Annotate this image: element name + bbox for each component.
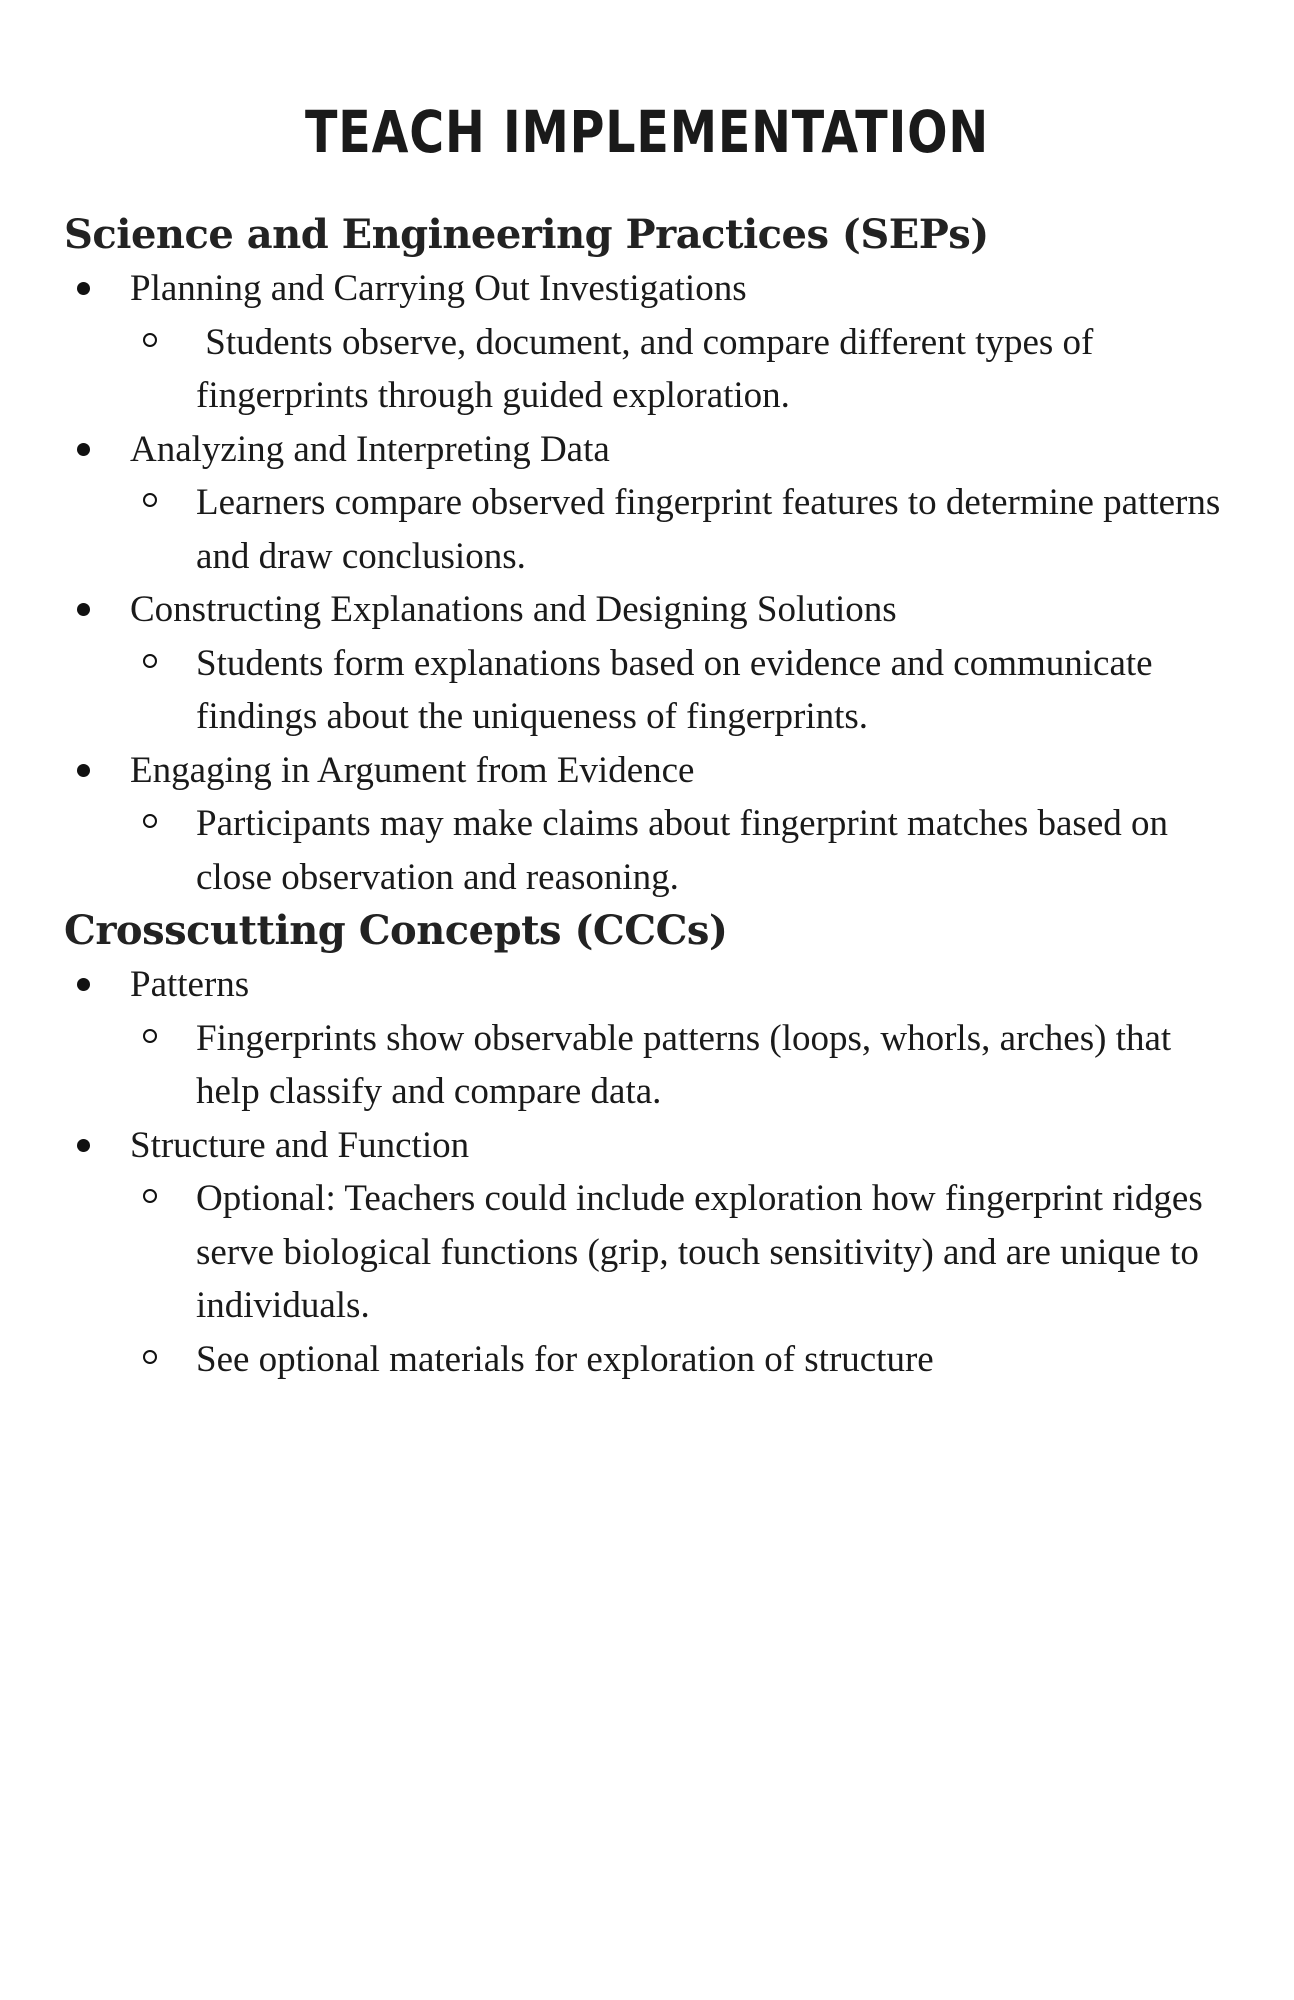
sub-list-item-text: Students observe, document, and compare different types of fingerprints through guided exploration. bbox=[196, 321, 1103, 416]
sub-list-item bbox=[130, 637, 1244, 744]
list-item-label: Constructing Explanations and Designing Solutions bbox=[130, 589, 897, 630]
list-item-label: Structure and Function bbox=[130, 1124, 470, 1166]
hollow-bullet-icon bbox=[143, 1189, 157, 1203]
list-item bbox=[64, 1119, 1244, 1387]
sub-list bbox=[130, 637, 1244, 744]
sub-list bbox=[130, 1172, 1244, 1386]
sub-list-item bbox=[130, 1172, 1244, 1333]
sub-list-item-text: Fingerprints show observable patterns (loops, whorls, arches) that help classify and compare data. bbox=[196, 1017, 1172, 1112]
list-item bbox=[64, 958, 1244, 1119]
list-item-label: Analyzing and Interpreting Data bbox=[130, 428, 610, 470]
sub-list-item bbox=[130, 1012, 1244, 1119]
bullet-icon bbox=[77, 978, 90, 991]
sub-list-item-text: Participants may make claims about fingerprint matches based on close observation and reasoning. bbox=[196, 803, 1168, 898]
seps-list bbox=[64, 262, 1244, 904]
list-item bbox=[64, 583, 1244, 744]
bullet-icon bbox=[77, 1139, 90, 1152]
list-item-label: Planning and Carrying Out Investigations bbox=[130, 268, 747, 309]
bullet-icon bbox=[77, 603, 90, 616]
sub-list-item bbox=[130, 1333, 1244, 1387]
list-item bbox=[64, 744, 1244, 905]
content-body bbox=[64, 208, 1244, 1386]
sub-list-item-text: See optional materials for exploration of structure bbox=[196, 1338, 934, 1380]
hollow-bullet-icon bbox=[143, 333, 157, 347]
bullet-icon bbox=[77, 764, 90, 777]
section-heading-cccs: Crosscutting Concepts (CCCs) bbox=[64, 907, 728, 954]
bullet-icon bbox=[77, 443, 90, 456]
sub-list bbox=[130, 797, 1244, 904]
sub-list bbox=[130, 316, 1244, 423]
sub-list-item-text: Students form explanations based on evidence and communicate findings about the uniqueness of fingerprints. bbox=[196, 642, 1153, 737]
hollow-bullet-icon bbox=[143, 654, 157, 668]
list-item bbox=[64, 262, 1244, 423]
hollow-bullet-icon bbox=[143, 814, 157, 828]
sub-list-item-text: Learners compare observed fingerprint features to determine patterns and draw conclusions. bbox=[196, 482, 1221, 577]
bullet-icon bbox=[77, 282, 90, 295]
hollow-bullet-icon bbox=[143, 1350, 157, 1364]
sub-list-item bbox=[130, 797, 1244, 904]
page-title: TEACH IMPLEMENTATION bbox=[305, 98, 989, 166]
list-item bbox=[64, 423, 1244, 584]
hollow-bullet-icon bbox=[143, 493, 157, 507]
sub-list-item-text: Optional: Teachers could include exploration how fingerprint ridges serve biological functions (grip, touch sensitivity) and are unique to individuals. bbox=[196, 1178, 1203, 1326]
sub-list-item bbox=[130, 476, 1244, 583]
hollow-bullet-icon bbox=[143, 1029, 157, 1043]
sub-list bbox=[130, 476, 1244, 583]
cccs-list bbox=[64, 958, 1244, 1386]
list-item-label: Engaging in Argument from Evidence bbox=[130, 749, 695, 791]
section-heading-seps: Science and Engineering Practices (SEPs) bbox=[64, 211, 989, 258]
list-item-label: Patterns bbox=[130, 964, 250, 1005]
sub-list-item bbox=[130, 316, 1244, 423]
sub-list bbox=[130, 1012, 1244, 1119]
